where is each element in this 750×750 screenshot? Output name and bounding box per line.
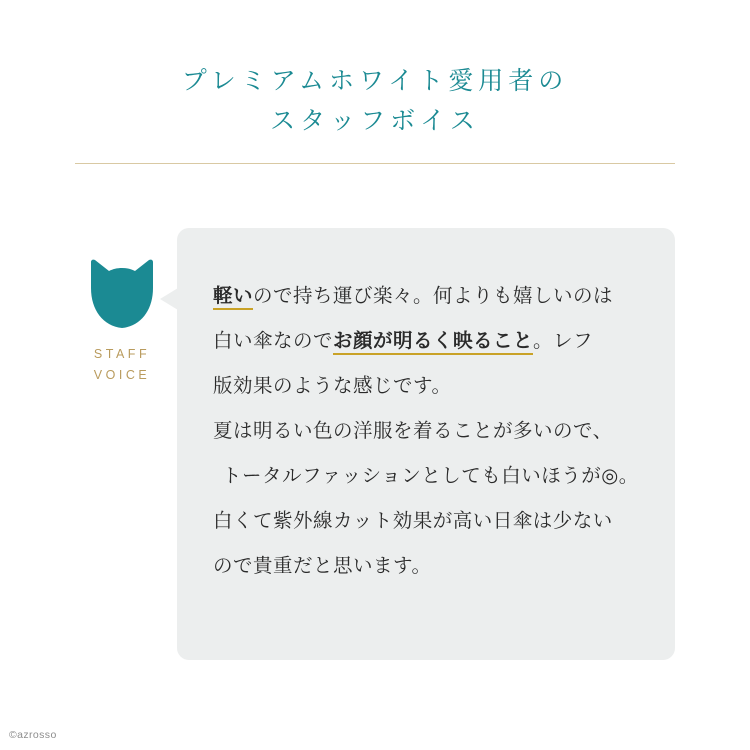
testimonial-line-1: 夏は明るい色の洋服を着ることが多いので、: [213, 421, 613, 442]
staff-badge: [62, 258, 182, 386]
testimonial-paragraph-1: [213, 274, 641, 409]
testimonial-text-1: ので持ち運び楽々。何よりも嬉しいのは: [253, 286, 614, 307]
cat-head-icon: [83, 258, 161, 330]
testimonial-text-4: 版効果のような感じです。: [213, 376, 452, 397]
emphasis-light: 軽い: [213, 286, 253, 310]
bubble-tail: [160, 288, 178, 310]
testimonial-line-3: 白くて紫外線カット効果が高い日傘は少ない: [213, 511, 613, 532]
testimonial-text-3: 。レフ: [533, 331, 594, 352]
testimonial-line-2: トータルファッションとしても白いほうが◎。: [222, 466, 639, 487]
page-title-line-1: プレミアムホワイト愛用者の: [181, 68, 569, 95]
testimonial-text-2: 白い傘なので: [213, 331, 334, 352]
emphasis-bright-face: お顔が明るく映ること: [333, 331, 533, 355]
staff-label-line-1: STAFF: [93, 347, 151, 361]
staff-label-line-2: VOICE: [93, 368, 151, 382]
copyright-credit: ©azrosso: [9, 729, 57, 741]
staff-voice-label: [62, 344, 182, 386]
testimonial-line-4: ので貴重だと思います。: [213, 556, 432, 577]
testimonial-paragraph-2: [213, 409, 641, 589]
testimonial-bubble: [177, 228, 675, 660]
page-title-line-2: スタッフボイス: [270, 108, 480, 135]
title-divider: [75, 163, 675, 164]
page-title: [0, 62, 750, 142]
